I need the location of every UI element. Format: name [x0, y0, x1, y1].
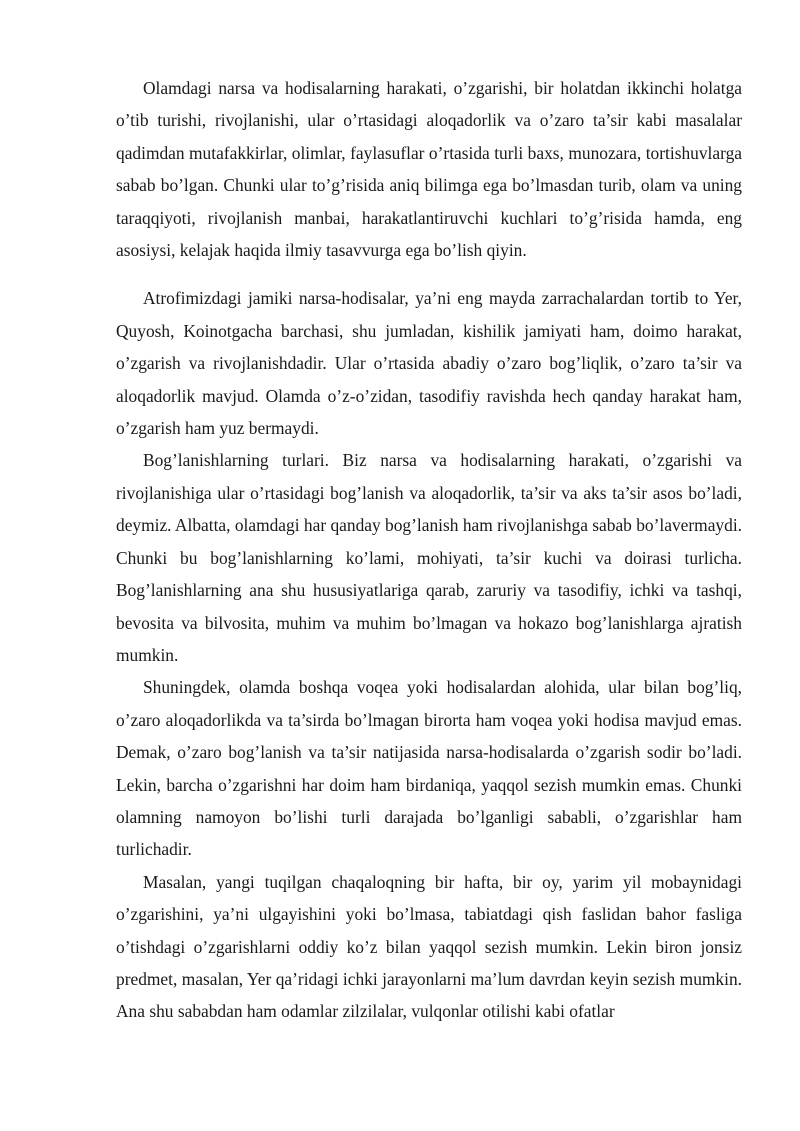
paragraph-interconnection: Atrofimizdagi jamiki narsa-hodisalar, ya’ni eng mayda zarrachalardan tortib to Yer, Quyosh, Koinotgacha barchasi, shu jumladan, kishilik jamiyati ham, doimo harakat, o’zgarish va rivojlanishdadir. Ular o’rtasida abadiy o’zaro bog’liqlik, o’zaro ta’sir va aloqadorlik mavjud. Olamda o’z-o’zidan, tasodifiy ravishda hech qanday harakat ham, o’zgarish ham yuz bermaydi.	[116, 288, 742, 439]
paragraph-interaction-changes: Shuningdek, olamda boshqa voqea yoki hodisalardan alohida, ular bilan bog’liq, o’zaro aloqadorlikda va ta’sirda bo’lmagan birorta ham voqea yoki hodisa mavjud emas. Demak, o’zaro bog’lanish va ta’sir natijasida narsa-hodisalarda o’zgarish sodir bo’ladi. Lekin, barcha o’zgarishni har doim ham birdaniqa, yaqqol sezish mumkin emas. Chunki olamning namoyon bo’lishi turli darajada bo’lganligi sababli, o’zgarishlar ham turlichadir.	[116, 677, 742, 860]
document-body	[116, 72, 742, 1028]
paragraph-motion-and-change: Olamdagi narsa va hodisalarning harakati, o’zgarishi, bir holatdan ikkinchi holatga o’tib turishi, rivojlanishi, ular o’rtasidagi aloqadorlik va o’zaro ta’sir kabi masalalar qadimdan mutafakkirlar, olimlar, faylasuflar o’rtasida turli baxs, munozara, tortishuvlarga sabab bo’lgan. Chunki ular to’g’risida aniq bilimga ega bo’lmasdan turib, olam va uning taraqqiyoti, rivojlanish manbai, harakatlantiruvchi kuchlari to’g’risida hamda, eng asosiysi, kelajak haqida ilmiy tasavvurga ega bo’lish qiyin.	[116, 78, 742, 261]
paragraph-examples: Masalan, yangi tuqilgan chaqaloqning bir hafta, bir oy, yarim yil mobaynidagi o’zgarishini, ya’ni ulgayishini yoki bo’lmasa, tabiatdagi qish faslidan bahor fasliga o’tishdagi o’zgarishlarni oddiy ko’z bilan yaqqol sezish mumkin. Lekin biron jonsiz predmet, masalan, Yer qa’ridagi ichki jarayonlarni ma’lum davrdan keyin sezish mumkin. Ana shu sababdan ham odamlar zilzilalar, vulqonlar otilishi kabi ofatlar	[116, 871, 742, 1022]
paragraph-types-of-connections: Bog’lanishlarning turlari. Biz narsa va hodisalarning harakati, o’zgarishi va rivojlanishiga ular o’rtasidagi bog’lanish va aloqadorlik, ta’sir va aks ta’sir asos bo’ladi, deymiz. Albatta, olamdagi har qanday bog’lanish ham rivojlanishga sabab bo’lavermaydi. Chunki bu bog’lanishlarning ko’lami, mohiyati, ta’sir kuchi va doirasi turlicha. Bog’lanishlarning ana shu hususiyatlariga qarab, zaruriy va tasodifiy, ichki va tashqi, bevosita va bilvosita, muhim va muhim bo’lmagan va hokazo bog’lanishlarga ajratish mumkin.	[116, 450, 742, 665]
